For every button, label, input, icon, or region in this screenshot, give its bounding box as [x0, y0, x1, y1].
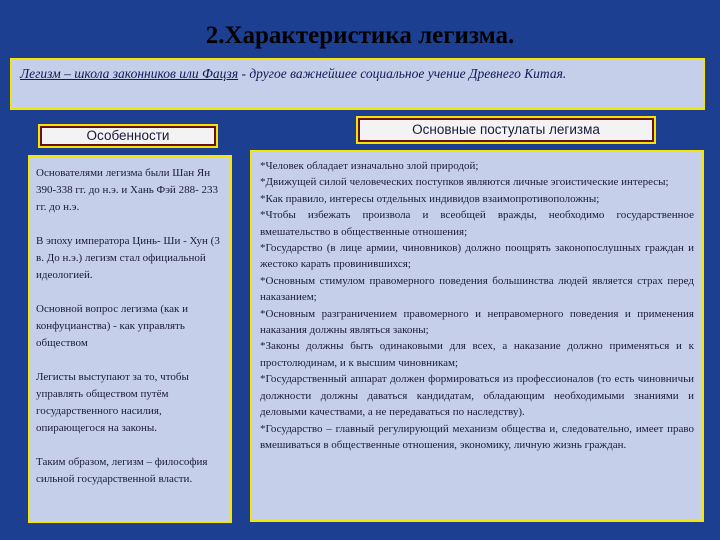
- postulates-header: Основные постулаты легизма: [356, 116, 656, 144]
- slide-title: 2.Характеристика легизма.: [205, 22, 515, 49]
- intro-box: [10, 58, 705, 110]
- postulate-item: *Основным стимулом правомерного поведения большинства людей является страх перед наказанием;: [260, 274, 694, 304]
- features-panel: [28, 155, 232, 523]
- intro-term: Легизм – школа законников или Фацзя: [20, 66, 239, 81]
- postulate-item: *Государственный аппарат должен формироваться из профессионалов (то есть чиновничьи должности должны даваться кандидатам, обладающим необходимыми знаниями и деловыми качествами, а не передаваться по наследству).: [260, 373, 694, 419]
- feature-item: Основной вопрос легизма (как и конфуцианства) - как управлять обществом: [36, 303, 189, 349]
- postulate-item: *Чтобы избежать произвола и всеобщей вражды, необходимо государственное вмешательство в общественные отношения;: [260, 209, 694, 238]
- postulates-panel: [250, 150, 704, 522]
- feature-item: Легисты выступают за то, чтобы управлять обществом путём государственного насилия, опирающегося на законы.: [36, 371, 189, 434]
- postulate-item: *Законы должны быть одинаковыми для всех, а наказание должно применяться и к простолюдинам, и к высшим чиновникам;: [260, 340, 694, 369]
- feature-item: Таким образом, легизм – философия сильной государственной власти.: [36, 456, 208, 485]
- postulate-item: *Государство (в лице армии, чиновников) должно поощрять законопослушных граждан и жестоко карать провинившихся;: [260, 242, 694, 271]
- postulate-item: *Основным разграничением правомерного и неправомерного поведения и применения наказания должны являться законы;: [260, 307, 694, 337]
- postulate-item: *Государство – главный регулирующий механизм общества и, следовательно, имеет право вмешиваться в общественные отношения, экономику, личную жизнь граждан.: [260, 422, 694, 451]
- postulate-item: *Человек обладает изначально злой природой;: [260, 160, 479, 172]
- postulate-item: *Как правило, интересы отдельных индивидов взаимопротивоположны;: [260, 192, 600, 205]
- feature-item: В эпоху императора Цинь- Ши - Хун (3 в. До н.э.) легизм стал официальной идеологией.: [36, 235, 220, 281]
- postulate-item: *Движущей силой человеческих поступков являются личные эгоистические интересы;: [260, 176, 669, 189]
- intro-text: - другое важнейшее социальное учение Древнего Китая.: [238, 66, 567, 81]
- features-header: Особенности: [38, 124, 218, 148]
- feature-item: Основателями легизма были Шан Ян 390-338 гг. до н.э. и Хань Фэй 288- 233 гг. до н.э.: [36, 167, 218, 213]
